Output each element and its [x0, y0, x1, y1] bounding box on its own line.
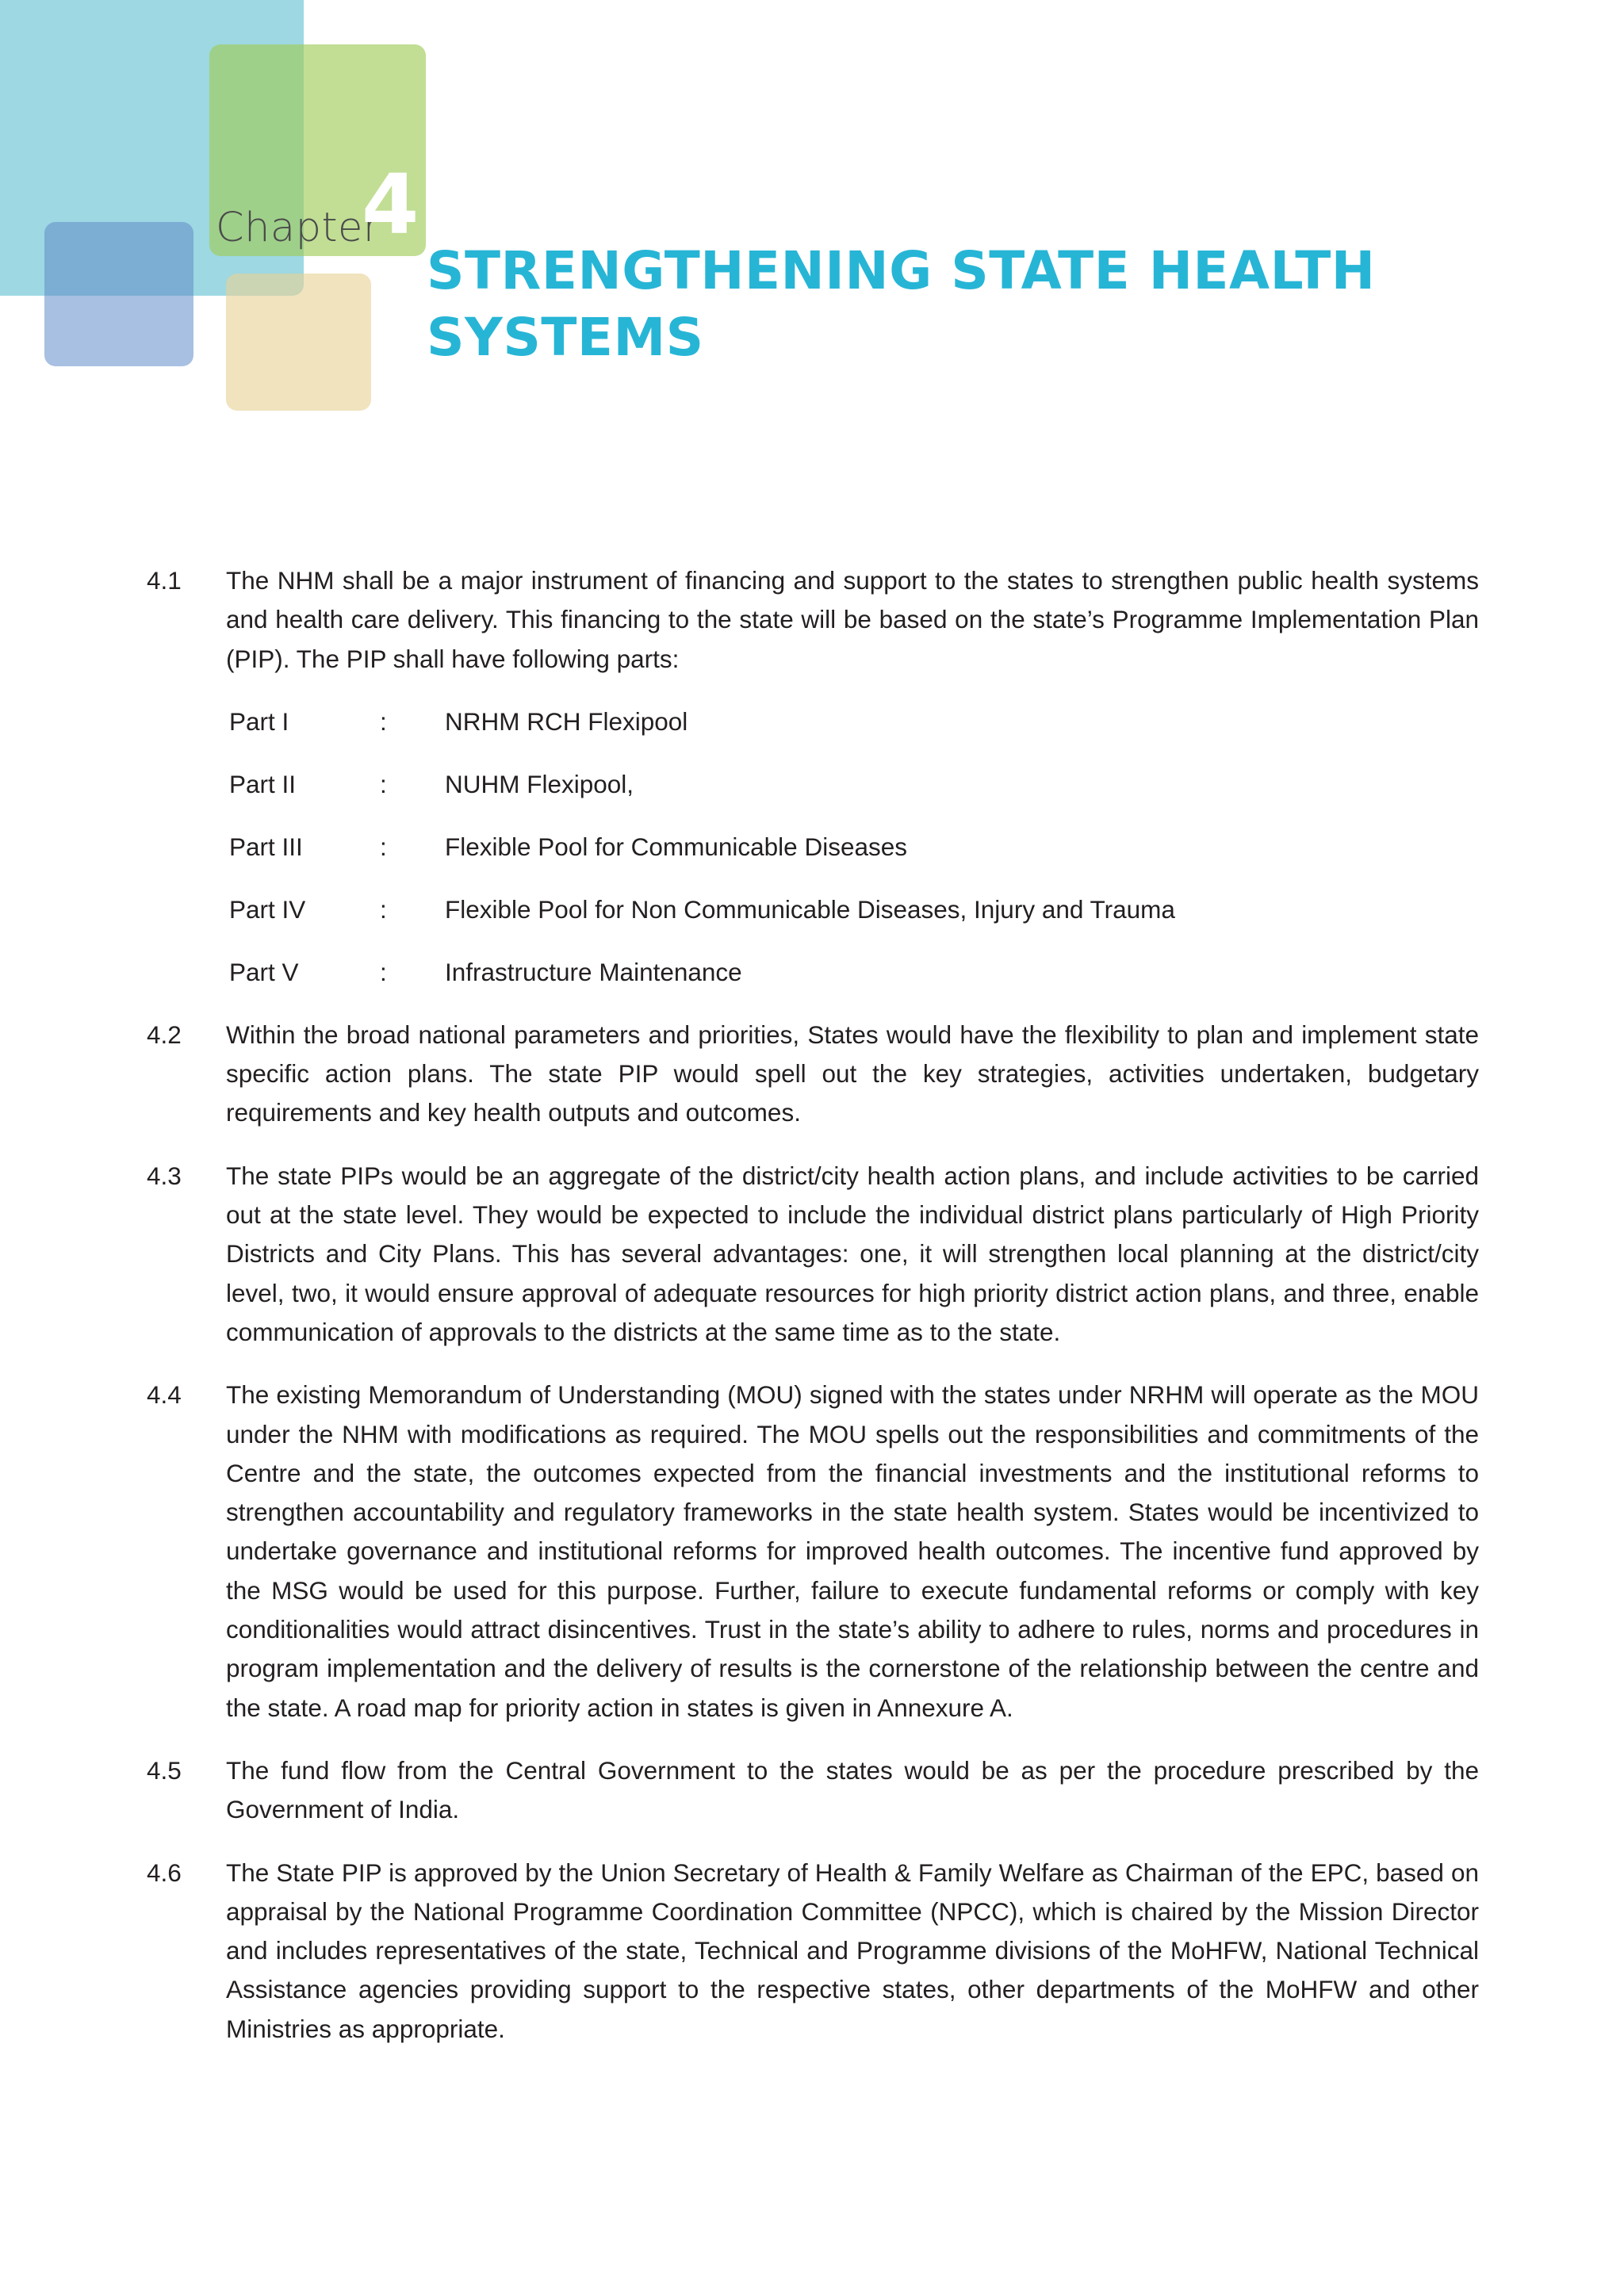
part-description: Flexible Pool for Non Communicable Diseases, Injury and Trauma — [445, 894, 1175, 924]
chapter-title: STRENGTHENING STATE HEALTH SYSTEMS — [427, 240, 1376, 368]
paragraph-text: The fund flow from the Central Government to the states would be as per the procedure prescribed by the Government of India. — [226, 1755, 1479, 1824]
list-item — [229, 765, 1479, 804]
part-label: Part IV — [229, 894, 306, 924]
part-label: Part I — [229, 706, 289, 736]
paragraph-4-2 — [147, 1016, 1479, 1133]
part-description: NRHM RCH Flexipool — [445, 706, 688, 736]
part-description: Flexible Pool for Communicable Diseases — [445, 832, 907, 861]
paragraph-4-3 — [147, 1157, 1479, 1352]
part-label: Part V — [229, 957, 299, 986]
part-separator: : — [380, 894, 387, 924]
part-separator: : — [380, 957, 387, 986]
paragraph-4-5 — [147, 1751, 1479, 1830]
chapter-label: Chapter — [216, 205, 381, 251]
paragraph-text: The NHM shall be a major instrument of financing and support to the states to strengthen public health systems and health care delivery. This financing to the state will be based on the state’s Programme Implementation Plan (PIP). The PIP shall have following parts: — [226, 566, 1479, 673]
pip-parts-list — [229, 702, 1479, 992]
paragraph-text: The state PIPs would be an aggregate of the district/city health action plans, and include activities to be carried out at the state level. They would be expected to include the individual district plans particularly of High Priority Districts and City Plans. This has several advantages: one, it will strengthen local planning at the district/city level, two, it would ensure approval of adequate resources for high priority district action plans, and three, enable communication of approvals to the districts at the same time as to the state. — [226, 1161, 1479, 1346]
part-separator: : — [380, 706, 387, 736]
chapter-number: 4 — [362, 156, 419, 253]
paragraph-text: The existing Memorandum of Understanding (MOU) signed with the states under NRHM will operate as the MOU under the NHM with modifications as required. The MOU spells out the responsibilities and commitments of the Centre and the state, the outcomes expected from the financial investments and the institutional reforms to strengthen accountability and regulatory frameworks in the state health system. States would be incentivized to undertake governance and institutional reforms for improved health outcomes. The incentive fund approved by the MSG would be used for this purpose. Further, failure to execute fundamental reforms or comply with key conditionalities would attract disincentives. Trust in the state’s ability to adhere to rules, norms and procedures in program implementation and the delivery of results is the cornerstone of the relationship between the centre and the state. A road map for priority action in states is given in Annexure A. — [226, 1380, 1479, 1722]
paragraph-4-1 — [147, 561, 1479, 679]
paragraph-number: 4.3 — [147, 1161, 182, 1190]
paragraph-number: 4.6 — [147, 1858, 182, 1887]
part-description: NUHM Flexipool, — [445, 769, 634, 798]
part-separator: : — [380, 769, 387, 798]
paragraph-number: 4.1 — [147, 566, 182, 595]
paragraph-4-4 — [147, 1376, 1479, 1728]
decorative-square-blue — [44, 222, 193, 366]
paragraph-4-6 — [147, 1854, 1479, 2049]
decorative-square-tan — [226, 274, 371, 411]
list-item — [229, 953, 1479, 992]
paragraph-text: Within the broad national parameters and priorities, States would have the flexibility to plan and implement state specific action plans. The state PIP would spell out the key strategies, activities undertaken, budgetary requirements and key health outputs and outcomes. — [226, 1020, 1479, 1127]
part-description: Infrastructure Maintenance — [445, 957, 742, 986]
paragraph-number: 4.4 — [147, 1380, 182, 1410]
part-label: Part III — [229, 832, 303, 861]
part-label: Part II — [229, 769, 297, 798]
chapter-body — [147, 561, 1479, 2072]
list-item — [229, 828, 1479, 867]
list-item — [229, 702, 1479, 741]
paragraph-text: The State PIP is approved by the Union Secretary of Health & Family Welfare as Chairman of the EPC, based on appraisal by the National Programme Coordination Committee (NPCC), which is chaired by the Mission Director and includes representatives of the state, Technical and Programme divisions of the MoHFW, National Technical Assistance agencies providing support to the respective states, other departments of the MoHFW and other Ministries as appropriate. — [226, 1858, 1479, 2043]
part-separator: : — [380, 832, 387, 861]
list-item — [229, 890, 1479, 929]
paragraph-number: 4.2 — [147, 1020, 182, 1049]
paragraph-number: 4.5 — [147, 1755, 182, 1785]
